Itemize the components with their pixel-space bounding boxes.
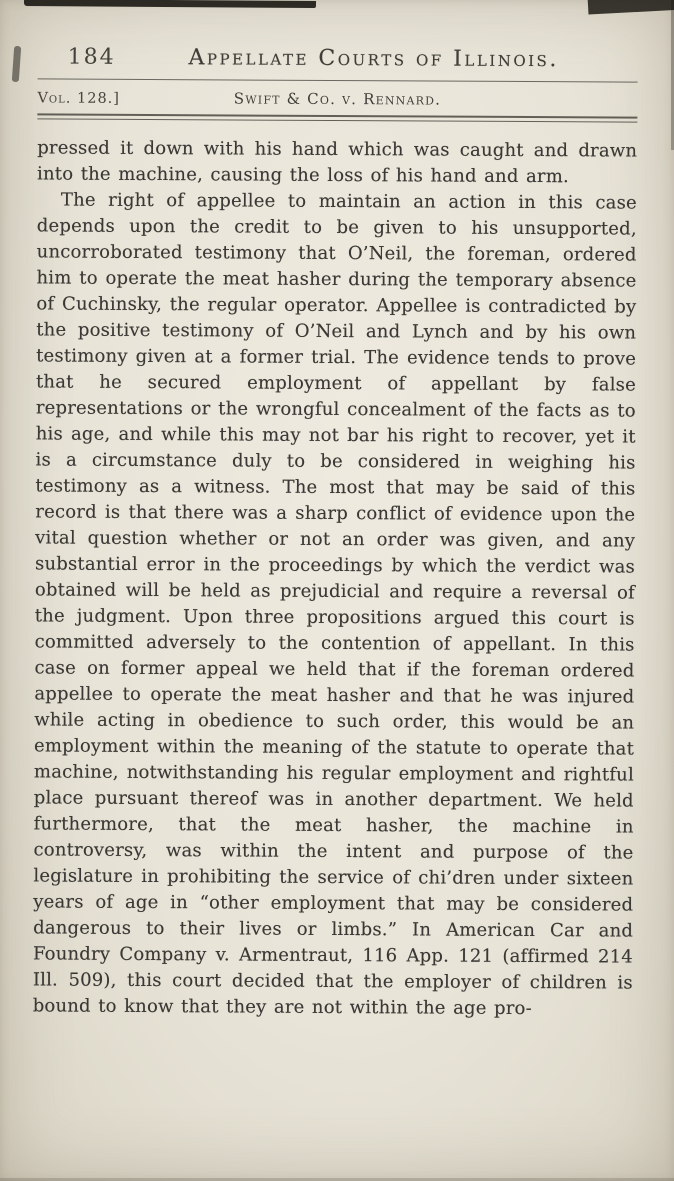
case-header: [37, 88, 637, 109]
opinion-text: [33, 135, 638, 1022]
volume-label: Vol. 128.]: [37, 90, 121, 107]
subheader-spacer: [441, 105, 637, 106]
body-paragraph: pressed it down with his hand which was caught and drawn into the machine, causing the loss of his hand and arm.: [37, 137, 638, 188]
case-name: Swift & Co. v. Rennard.: [233, 89, 442, 109]
running-title: Appellate Courts of Illinois.: [188, 45, 559, 73]
page-number: 184: [67, 44, 116, 70]
header-rule: [38, 78, 638, 82]
running-header: [38, 44, 638, 72]
double-rule: [37, 113, 637, 122]
body-paragraph: The right of appellee to maintain an action in this case depends upon the credit to be given to his unsupported, uncorroborated testimony that O’Neil, the foreman, ordered him to operate the meat hasher during the temporary absence of Cuchinsky, the regular operator. Appellee is contradicted by the positive testimony of O’Neil and Lynch and by his own testimony given at a former trial. The evidence tends to prove that he secured employment of appellant by false representations or the wrongful concealment of the facts as to his age, and while this may not bar his right to recover, yet it is a circumstance duly to be considered in weighing his testimony as a witness. The most that may be said of this record is that there was a sharp conflict of evidence upon the vital question whether or not an order was given, and any substantial error in the proceedings by which the verdict was obtained will be held as prejudicial and require a reversal of the judgment. Upon three propositions argued this court is committed adversely to the contention of appellant. In this case on former appeal we held that if the foreman ordered appellee to operate the meat hasher and that he was injured while acting in obedience to such order, this would be an employment within the meaning of the statute to operate that machine, notwithstanding his regular employment and rightful place pursuant thereof was in another department. We held furthermore, that the meat hasher, the machine in controversy, was within the intent and purpose of the legislature in prohibiting the service of chi’dren under sixteen years of age in “other employment that may be considered dangerous to their lives or limbs.” In American Car and Foundry Company v. Armentraut, 116 App. 121 (affirmed 214 Ill. 509), this court decided that the employer of children is bound to know that they are not within the age pro-: [32, 189, 637, 1020]
